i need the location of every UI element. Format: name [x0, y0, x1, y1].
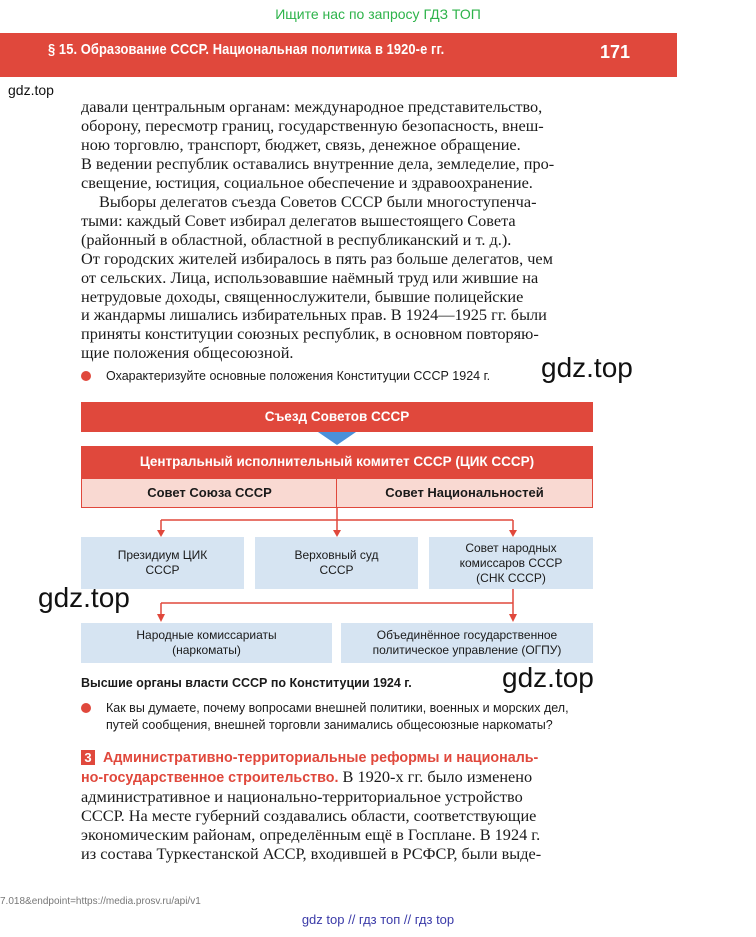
- cik-box: Центральный исполнительный комитет СССР (ЦИК СССР): [81, 446, 593, 478]
- soviet-union-box: Совет Союза СССР: [81, 478, 338, 508]
- congress-box: Съезд Советов СССР: [81, 402, 593, 432]
- connector-lines: [81, 508, 593, 538]
- footer-links: gdz top // гдз топ // гдз top: [301, 912, 455, 927]
- text-line: Выборы делегатов съезда Советов СССР были многоступенча-: [99, 192, 537, 211]
- box-text: Верховный суд: [294, 548, 379, 562]
- page-number: 171: [600, 42, 631, 62]
- text-line: Как вы думаете, почему вопросами внешней политики, военных и морских дел,: [106, 701, 569, 715]
- text-line: ною торговлю, транспорт, бюджет, связь, денежное обращение.: [81, 134, 521, 154]
- text-line: приняты конституции союзных республик, в основном повторяю-: [81, 324, 539, 344]
- question-1: Охарактеризуйте основные положения Конституции СССР 1924 г.: [106, 369, 491, 383]
- paragraph-2: [81, 193, 593, 363]
- connector-lines: [81, 589, 593, 625]
- text-line: (районный в областной, областной в республиканский и т. д.).: [81, 229, 512, 249]
- text-line: В ведении республик оставались внутренние дела, земледелие, про-: [81, 153, 555, 173]
- diagram-caption: Высшие органы власти СССР по Конституции 1924 г.: [81, 676, 412, 690]
- supreme-court-box: [255, 537, 418, 589]
- section-number-badge: 3: [81, 750, 95, 765]
- watermark: gdz.top: [502, 662, 594, 693]
- watermark: gdz.top: [8, 82, 54, 98]
- section-3-text: [81, 748, 593, 863]
- text-line: СССР. На месте губерний создавались области, соответствующие: [81, 805, 537, 825]
- soviet-nationalities-box: Совет Национальностей: [336, 478, 593, 508]
- narkomats-box: [81, 623, 332, 663]
- question-bullet-icon: [81, 371, 91, 381]
- box-text: политическое управление (ОГПУ): [372, 643, 562, 657]
- box-text: Президиум ЦИК: [117, 548, 208, 562]
- snk-box: [429, 537, 593, 589]
- footer-url: 7.018&endpoint=https://media.prosv.ru/api/v1: [0, 896, 201, 907]
- box-text: комиссаров СССР: [459, 555, 563, 570]
- text-line: [81, 768, 593, 788]
- section-heading: но-государственное строительство.: [81, 769, 339, 786]
- text-line: нетрудовые доходы, священнослужители, бывшие полицейские: [81, 286, 524, 306]
- box-text: Объединённое государственное: [376, 628, 558, 642]
- text-line: [81, 748, 593, 768]
- text-line: экономическим районам, определённым ещё в Госплане. В 1924 г.: [81, 824, 541, 844]
- box-text: (наркоматы): [172, 643, 241, 657]
- box-text: Совет народных: [465, 540, 557, 555]
- text-line: оборону, пересмотр границ, государственную безопасность, внеш-: [81, 115, 544, 135]
- box-text: (СНК СССР): [476, 570, 546, 585]
- ogpu-box: [341, 623, 593, 663]
- watermark: gdz.top: [541, 352, 633, 383]
- down-arrow-icon: [318, 432, 356, 446]
- text-line: из состава Туркестанской АССР, входившей в РСФСР, были выде-: [81, 843, 542, 863]
- text-fragment: В 1920-х гг. было изменено: [338, 766, 533, 786]
- text-line: от сельских. Лица, использовавшие наёмный труд или жившие на: [81, 267, 539, 287]
- text-line: От городских жителей избиралось в пять раз больше делегатов, чем: [81, 248, 553, 268]
- box-text: СССР: [319, 563, 354, 577]
- text-line: щие положения общесоюзной.: [81, 343, 294, 363]
- question-2: [106, 700, 569, 734]
- watermark: gdz.top: [38, 582, 130, 613]
- box-text: Народные комиссариаты: [136, 628, 277, 642]
- paragraph-1: [81, 98, 593, 193]
- section-heading: Административно-территориальные реформы и националь-: [103, 750, 539, 766]
- text-line: и жандармы лишались избирательных прав. В 1924—1925 гг. были: [81, 305, 547, 325]
- question-bullet-icon: [81, 703, 91, 713]
- text-line: свещение, юстиция, социальное обеспечение и здравоохранение.: [81, 172, 533, 192]
- chapter-title: § 15. Образование СССР. Национальная политика в 1920-е гг.: [48, 41, 445, 58]
- text-line: давали центральным органам: международное представительство,: [81, 97, 543, 116]
- search-banner: Ищите нас по запросу ГДЗ ТОП: [275, 6, 481, 22]
- text-line: административное и национально-территориальное устройство: [81, 786, 523, 806]
- text-line: путей сообщения, внешней торговли занимались общесоюзные наркоматы?: [106, 718, 553, 732]
- box-text: СССР: [145, 563, 180, 577]
- text-line: тыми: каждый Совет избирал делегатов вышестоящего Совета: [81, 210, 516, 230]
